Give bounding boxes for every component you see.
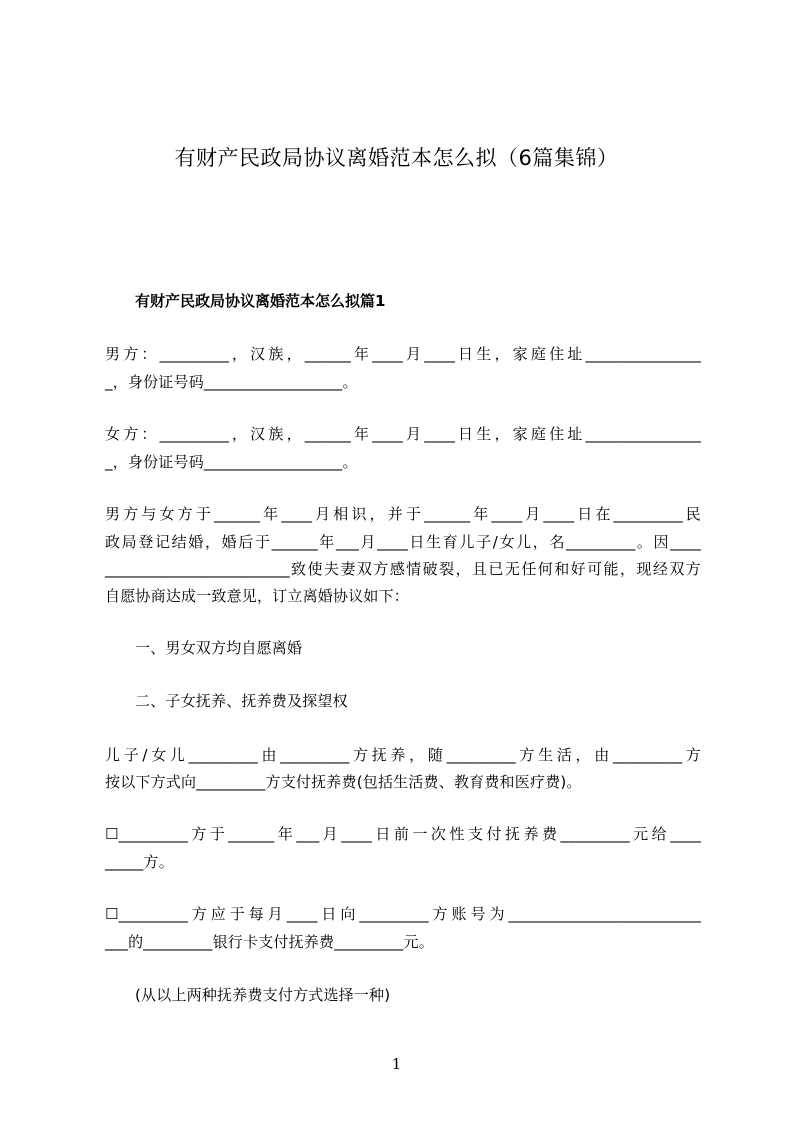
monthly-option-line-1: ☐_________方应于每月____日向_________方账号为_________________________ <box>105 905 701 923</box>
intro-line-2: 政局登记结婚，婚后于______年___月____日生育儿子/女儿，名_________。因____ <box>105 533 701 551</box>
custody-line-1: 儿子/女儿_________由_________方抚养，随_________方生活，由_________方 <box>105 746 701 764</box>
page-number: 1 <box>391 1055 402 1073</box>
intro-line-3: ________________________致使夫妻双方感情破裂，且已无任何和好可能，现经双方 <box>105 560 701 578</box>
male-info-line-2: _，身份证号码__________________。 <box>105 373 358 391</box>
lump-sum-option-line-1: ☐_________方于______年___月____日前一次性支付抚养费_________元给____ <box>105 825 701 843</box>
female-info-line-1: 女方：_________，汉族，______年____月____日生，家庭住址_______________ <box>105 425 701 443</box>
intro-line-1: 男方与女方于______年____月相识，并于______年____月____日在_________民 <box>105 505 701 523</box>
item-2-heading: 二、子女抚养、抚养费及探望权 <box>135 692 348 710</box>
payment-choice-note: (从以上两种抚养费支付方式选择一种) <box>135 986 391 1004</box>
monthly-option-line-2: ___的_________银行卡支付抚养费_________元。 <box>105 933 434 951</box>
male-info-line-1: 男方：_________，汉族，______年____月____日生，家庭住址_______________ <box>105 345 701 363</box>
intro-line-4: 自愿协商达成一致意见，订立离婚协议如下： <box>105 587 410 605</box>
female-info-line-2: _，身份证号码__________________。 <box>105 453 358 471</box>
section-title: 有财产民政局协议离婚范本怎么拟篇1 <box>135 292 386 310</box>
document-title: 有财产民政局协议离婚范本怎么拟（6篇集锦） <box>174 146 619 170</box>
item-1-heading: 一、男女双方均自愿离婚 <box>135 639 303 657</box>
lump-sum-option-line-2: _____方。 <box>105 853 174 871</box>
custody-line-2: 按以下方式向_________方支付抚养费(包括生活费、教育费和医疗费)。 <box>105 773 582 791</box>
